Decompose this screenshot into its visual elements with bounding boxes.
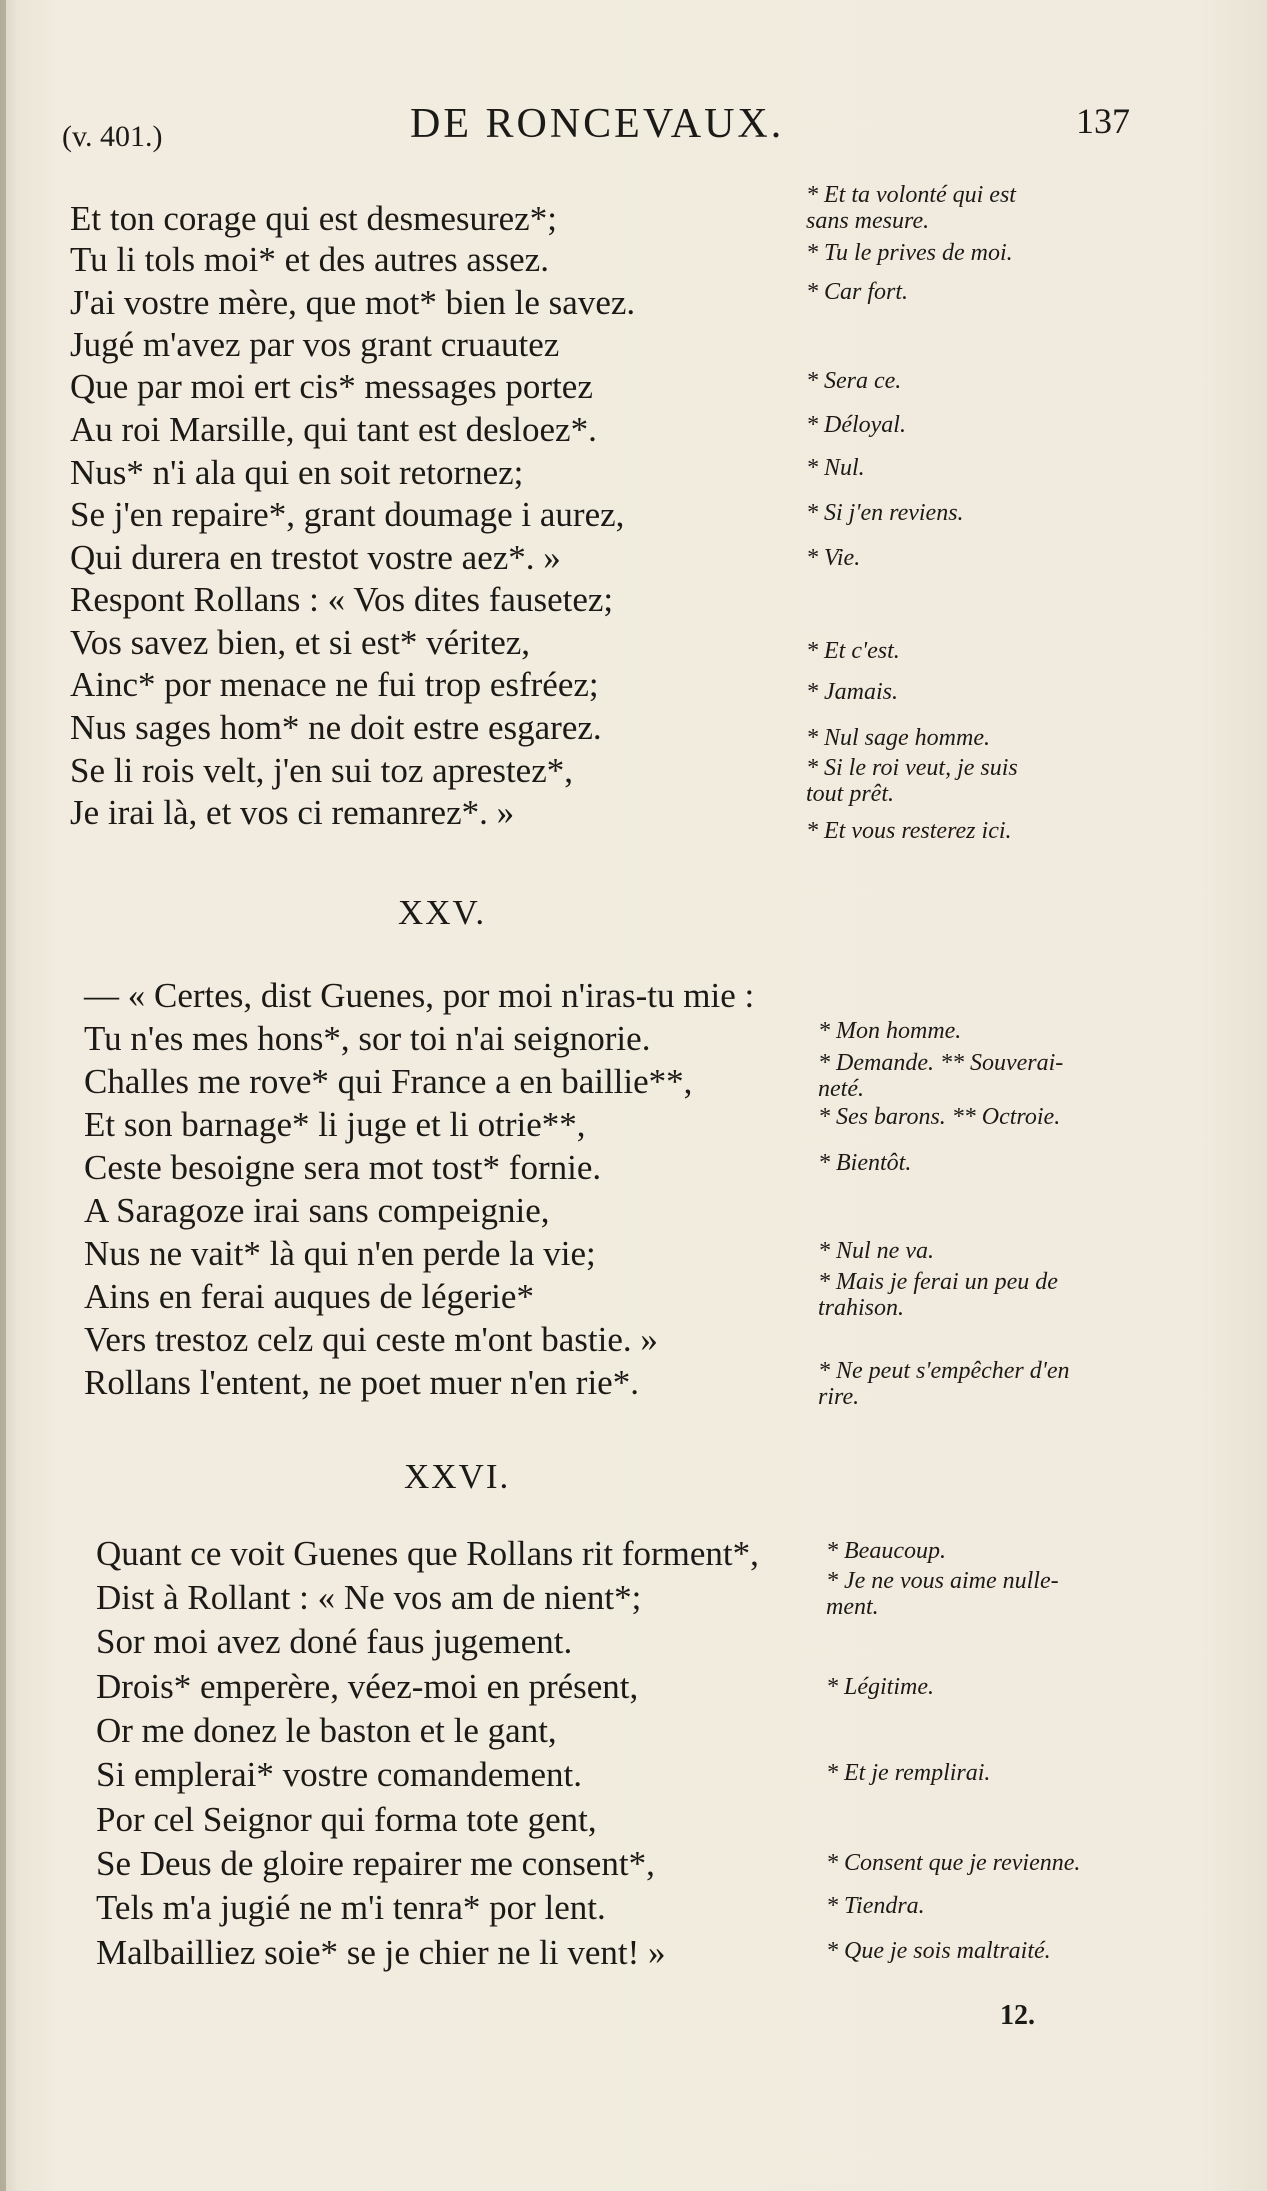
gloss-note: * Tiendra. xyxy=(826,1893,925,1919)
gloss-note: * Ne peut s'empêcher d'en rire. xyxy=(818,1358,1070,1410)
signature-mark: 12. xyxy=(1000,2000,1035,2031)
verse-line: Malbailliez soie* se je chier ne li vent! » xyxy=(96,1933,666,1972)
gloss-note: * Et vous resterez ici. xyxy=(806,818,1012,844)
verse-line: Sor moi avez doné faus jugement. xyxy=(96,1622,573,1661)
running-head xyxy=(0,100,1267,153)
gloss-note: * Nul ne va. xyxy=(818,1238,934,1264)
verse-line: Se li rois velt, j'en sui toz aprestez*, xyxy=(70,751,573,790)
gloss-note: * Tu le prives de moi. xyxy=(806,240,1013,266)
gloss-note: * Mais je ferai un peu de trahison. xyxy=(818,1269,1058,1321)
gloss-note: * Nul. xyxy=(806,455,865,481)
verse-line: Drois* emperère, véez-moi en présent, xyxy=(96,1667,639,1706)
gloss-note: * Vie. xyxy=(806,545,861,571)
gloss-note: * Déloyal. xyxy=(806,412,906,438)
gloss-note: * Et c'est. xyxy=(806,638,900,664)
gloss-note: * Si le roi veut, je suis tout prêt. xyxy=(806,755,1018,807)
page-number: 137 xyxy=(1076,101,1130,141)
verse-line: Respont Rollans : « Vos dites fausetez; xyxy=(70,580,614,619)
verse-line: Que par moi ert cis* messages portez xyxy=(70,367,593,406)
verse-line: Se Deus de gloire repairer me consent*, xyxy=(96,1844,655,1883)
verse-line: — « Certes, dist Guenes, por moi n'iras-tu mie : xyxy=(84,976,755,1015)
stanza-numeral: XXVI. xyxy=(404,1457,511,1496)
verse-line: Ainc* por menace ne fui trop esfréez; xyxy=(70,665,599,704)
verse-line: Se j'en repaire*, grant doumage i aurez, xyxy=(70,495,625,534)
gloss-note: * Légitime. xyxy=(826,1674,934,1700)
gloss-note: * Et je remplirai. xyxy=(826,1760,991,1786)
verse-line: Et son barnage* li juge et li otrie**, xyxy=(84,1105,586,1144)
verse-line: Nus* n'i ala qui en soit retornez; xyxy=(70,453,524,492)
verse-reference: (v. 401.) xyxy=(62,120,163,153)
gloss-note: * Et ta volonté qui est sans mesure. xyxy=(806,182,1016,234)
verse-line: Tels m'a jugié ne m'i tenra* por lent. xyxy=(96,1888,606,1927)
verse-line: Tu li tols moi* et des autres assez. xyxy=(70,240,549,279)
stanza-numeral: XXV. xyxy=(398,893,487,932)
verse-line: Quant ce voit Guenes que Rollans rit forment*, xyxy=(96,1534,759,1573)
verse-line: Por cel Seignor qui forma tote gent, xyxy=(96,1800,597,1839)
verse-line: Challes me rove* qui France a en baillie**, xyxy=(84,1062,693,1101)
verse-line: Ains en ferai auques de légerie* xyxy=(84,1277,534,1316)
gloss-note: * Consent que je revienne. xyxy=(826,1850,1081,1876)
gloss-note: * Car fort. xyxy=(806,279,909,305)
gloss-note: * Demande. ** Souverai- neté. xyxy=(818,1050,1064,1102)
verse-line: Jugé m'avez par vos grant cruautez xyxy=(70,325,560,364)
verse-line: Rollans l'entent, ne poet muer n'en rie*. xyxy=(84,1363,639,1402)
verse-line: Et ton corage qui est desmesurez*; xyxy=(70,199,557,238)
gloss-note: * Sera ce. xyxy=(806,368,902,394)
verse-line: Tu n'es mes hons*, sor toi n'ai seignorie. xyxy=(84,1019,651,1058)
verse-line: Si emplerai* vostre comandement. xyxy=(96,1755,582,1794)
verse-line: Vos savez bien, et si est* véritez, xyxy=(70,623,531,662)
gloss-note: * Bientôt. xyxy=(818,1150,912,1176)
gloss-note: * Je ne vous aime nulle- ment. xyxy=(826,1568,1059,1620)
gloss-note: * Ses barons. ** Octroie. xyxy=(818,1104,1061,1130)
gloss-note: * Jamais. xyxy=(806,679,898,705)
verse-line: Vers trestoz celz qui ceste m'ont bastie. » xyxy=(84,1320,658,1359)
verse-line: J'ai vostre mère, que mot* bien le savez. xyxy=(70,283,636,322)
verse-line: Ceste besoigne sera mot tost* fornie. xyxy=(84,1148,602,1187)
verse-line: A Saragoze irai sans compeignie, xyxy=(84,1191,550,1230)
gloss-note: * Nul sage homme. xyxy=(806,725,990,751)
gloss-note: * Si j'en reviens. xyxy=(806,500,964,526)
verse-line: Qui durera en trestot vostre aez*. » xyxy=(70,538,561,577)
verse-line: Nus ne vait* là qui n'en perde la vie; xyxy=(84,1234,596,1273)
verse-line: Or me donez le baston et le gant, xyxy=(96,1711,557,1750)
verse-line: Je irai là, et vos ci remanrez*. » xyxy=(70,793,515,832)
running-title: DE RONCEVAUX. xyxy=(410,101,785,147)
gloss-note: * Beaucoup. xyxy=(826,1538,946,1564)
gloss-note: * Que je sois maltraité. xyxy=(826,1938,1051,1964)
verse-line: Dist à Rollant : « Ne vos am de nient*; xyxy=(96,1578,642,1617)
verse-line: Au roi Marsille, qui tant est desloez*. xyxy=(70,410,597,449)
gloss-note: * Mon homme. xyxy=(818,1018,962,1044)
verse-line: Nus sages hom* ne doit estre esgarez. xyxy=(70,708,602,747)
page-gutter-shadow xyxy=(0,0,6,2191)
